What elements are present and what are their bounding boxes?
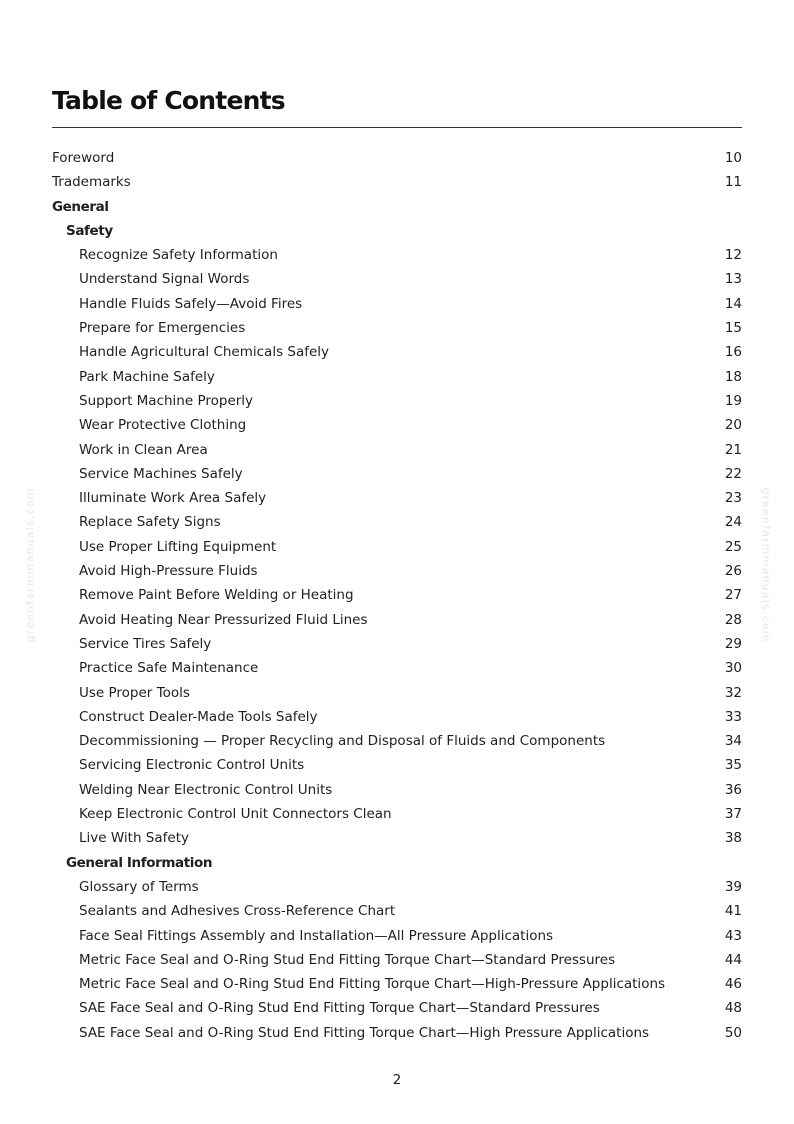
watermark-left: greenfarmmanuals.com [23, 487, 37, 643]
toc-entry-page-number[interactable]: 48 [724, 1000, 742, 1017]
toc-entry-title[interactable]: Illuminate Work Area Safely [79, 490, 267, 507]
toc-entry[interactable] [52, 875, 742, 899]
toc-entry-page-number[interactable]: 15 [724, 320, 742, 337]
toc-entry-title[interactable]: Practice Safe Maintenance [79, 660, 259, 677]
toc-heading-text: General [52, 198, 109, 215]
toc-entry[interactable] [52, 170, 742, 194]
toc-entry-page-number[interactable]: 27 [724, 587, 742, 604]
toc-entry[interactable] [52, 608, 742, 632]
toc-entry-title[interactable]: Service Machines Safely [79, 465, 243, 482]
toc-entry-title[interactable]: Avoid Heating Near Pressurized Fluid Lines [79, 611, 368, 628]
toc-entry-title[interactable]: Decommissioning — Proper Recycling and Disposal of Fluids and Components [79, 733, 606, 750]
toc-entry[interactable] [52, 656, 742, 680]
toc-entry-title[interactable]: Keep Electronic Control Unit Connectors Clean [79, 806, 392, 823]
toc-entry[interactable] [52, 316, 742, 340]
toc-entry-page-number[interactable]: 34 [724, 733, 742, 750]
toc-entry-title[interactable]: Avoid High-Pressure Fluids [79, 563, 258, 580]
toc-entry-page-number[interactable]: 44 [724, 951, 742, 968]
toc-section-heading [52, 195, 742, 219]
toc-entry-title[interactable]: Work in Clean Area [79, 441, 208, 458]
toc-entry-title[interactable]: Servicing Electronic Control Units [79, 757, 305, 774]
toc-entry-title[interactable]: Replace Safety Signs [79, 514, 221, 531]
toc-entry-title[interactable]: Sealants and Adhesives Cross-Reference Chart [79, 903, 396, 920]
toc-entry-title[interactable]: Welding Near Electronic Control Units [79, 781, 333, 798]
toc-list [52, 146, 742, 1045]
toc-entry[interactable] [52, 535, 742, 559]
toc-entry-page-number[interactable]: 25 [724, 538, 742, 555]
toc-entry-page-number[interactable]: 21 [724, 441, 742, 458]
toc-entry[interactable] [52, 438, 742, 462]
toc-entry-page-number[interactable]: 14 [724, 295, 742, 312]
toc-entry[interactable] [52, 583, 742, 607]
toc-entry-title[interactable]: SAE Face Seal and O-Ring Stud End Fitting Torque Chart—High Pressure Applications [79, 1024, 650, 1041]
toc-entry[interactable] [52, 705, 742, 729]
toc-entry-page-number[interactable]: 37 [724, 806, 742, 823]
title-divider [52, 127, 742, 128]
toc-entry-page-number[interactable]: 32 [724, 684, 742, 701]
toc-entry-page-number[interactable]: 46 [724, 976, 742, 993]
toc-entry-title[interactable]: Glossary of Terms [79, 878, 199, 895]
toc-entry-page-number[interactable]: 13 [724, 271, 742, 288]
toc-entry[interactable] [52, 924, 742, 948]
toc-entry[interactable] [52, 559, 742, 583]
toc-entry-page-number[interactable]: 30 [724, 660, 742, 677]
toc-entry-page-number[interactable]: 12 [724, 247, 742, 264]
toc-entry[interactable] [52, 802, 742, 826]
toc-entry-page-number[interactable]: 50 [724, 1024, 742, 1041]
toc-entry-title[interactable]: Metric Face Seal and O-Ring Stud End Fitting Torque Chart—High-Pressure Applications [79, 976, 666, 993]
toc-entry-page-number[interactable]: 22 [724, 465, 742, 482]
toc-entry-title[interactable]: Face Seal Fittings Assembly and Installation—All Pressure Applications [79, 927, 554, 944]
toc-entry-page-number[interactable]: 26 [724, 563, 742, 580]
toc-entry-title[interactable]: Use Proper Tools [79, 684, 190, 701]
toc-entry-title[interactable]: Park Machine Safely [79, 368, 215, 385]
toc-entry[interactable] [52, 413, 742, 437]
toc-entry-title[interactable]: SAE Face Seal and O-Ring Stud End Fitting Torque Chart—Standard Pressures [79, 1000, 600, 1017]
toc-entry-page-number[interactable]: 24 [724, 514, 742, 531]
toc-entry-page-number[interactable]: 35 [724, 757, 742, 774]
toc-entry[interactable] [52, 996, 742, 1020]
toc-entry-page-number[interactable]: 11 [724, 174, 742, 191]
toc-entry-page-number[interactable]: 23 [724, 490, 742, 507]
toc-entry[interactable] [52, 462, 742, 486]
toc-entry-page-number[interactable]: 41 [724, 903, 742, 920]
page-title: Table of Contents [52, 86, 285, 115]
toc-entry-title[interactable]: Service Tires Safely [79, 635, 212, 652]
toc-entry[interactable] [52, 292, 742, 316]
toc-entry-page-number[interactable]: 20 [724, 417, 742, 434]
toc-entry-page-number[interactable]: 43 [724, 927, 742, 944]
toc-entry-title[interactable]: Trademarks [52, 174, 131, 191]
toc-entry[interactable] [52, 681, 742, 705]
toc-entry[interactable] [52, 1021, 742, 1045]
toc-entry[interactable] [52, 948, 742, 972]
toc-section-heading [52, 219, 742, 243]
toc-entry-page-number[interactable]: 39 [724, 878, 742, 895]
toc-entry[interactable] [52, 389, 742, 413]
toc-entry-page-number[interactable]: 29 [724, 635, 742, 652]
toc-entry[interactable] [52, 778, 742, 802]
toc-entry[interactable] [52, 899, 742, 923]
toc-section-heading [52, 851, 742, 875]
toc-entry-title[interactable]: Remove Paint Before Welding or Heating [79, 587, 354, 604]
toc-entry[interactable] [52, 486, 742, 510]
toc-entry-page-number[interactable]: 16 [724, 344, 742, 361]
toc-heading-text: Safety [66, 222, 113, 239]
toc-entry-title[interactable]: Prepare for Emergencies [79, 320, 246, 337]
toc-entry-page-number[interactable]: 19 [724, 392, 742, 409]
toc-entry-page-number[interactable]: 36 [724, 781, 742, 798]
toc-entry[interactable] [52, 729, 742, 753]
toc-entry[interactable] [52, 632, 742, 656]
toc-entry-title[interactable]: Foreword [52, 150, 115, 166]
toc-entry-title[interactable]: Use Proper Lifting Equipment [79, 538, 277, 555]
toc-entry-title[interactable]: Support Machine Properly [79, 392, 254, 409]
toc-entry-page-number[interactable]: 18 [724, 368, 742, 385]
toc-entry[interactable] [52, 753, 742, 777]
toc-entry-title[interactable]: Recognize Safety Information [79, 247, 278, 264]
toc-entry[interactable] [52, 510, 742, 534]
toc-entry-title[interactable]: Construct Dealer-Made Tools Safely [79, 708, 318, 725]
toc-entry[interactable] [52, 146, 742, 170]
toc-entry-title[interactable]: Metric Face Seal and O-Ring Stud End Fitting Torque Chart—Standard Pressures [79, 951, 616, 968]
toc-entry[interactable] [52, 826, 742, 850]
watermark-right: greenfarmmanuals.com [759, 487, 773, 643]
toc-entry-page-number[interactable]: 33 [724, 708, 742, 725]
page-number: 2 [392, 1072, 402, 1088]
toc-entry[interactable] [52, 267, 742, 291]
toc-entry-page-number[interactable]: 28 [724, 611, 742, 628]
toc-entry[interactable] [52, 365, 742, 389]
toc-entry-page-number[interactable]: 38 [724, 830, 742, 847]
toc-entry-page-number[interactable]: 10 [724, 150, 742, 166]
toc-entry[interactable] [52, 340, 742, 364]
toc-entry-title[interactable]: Handle Fluids Safely—Avoid Fires [79, 295, 303, 312]
toc-entry-title[interactable]: Handle Agricultural Chemicals Safely [79, 344, 330, 361]
toc-entry[interactable] [52, 243, 742, 267]
toc-heading-text: General Information [66, 854, 213, 871]
toc-entry[interactable] [52, 972, 742, 996]
toc-entry-title[interactable]: Wear Protective Clothing [79, 417, 247, 434]
toc-entry-title[interactable]: Understand Signal Words [79, 271, 250, 288]
toc-entry-title[interactable]: Live With Safety [79, 830, 189, 847]
